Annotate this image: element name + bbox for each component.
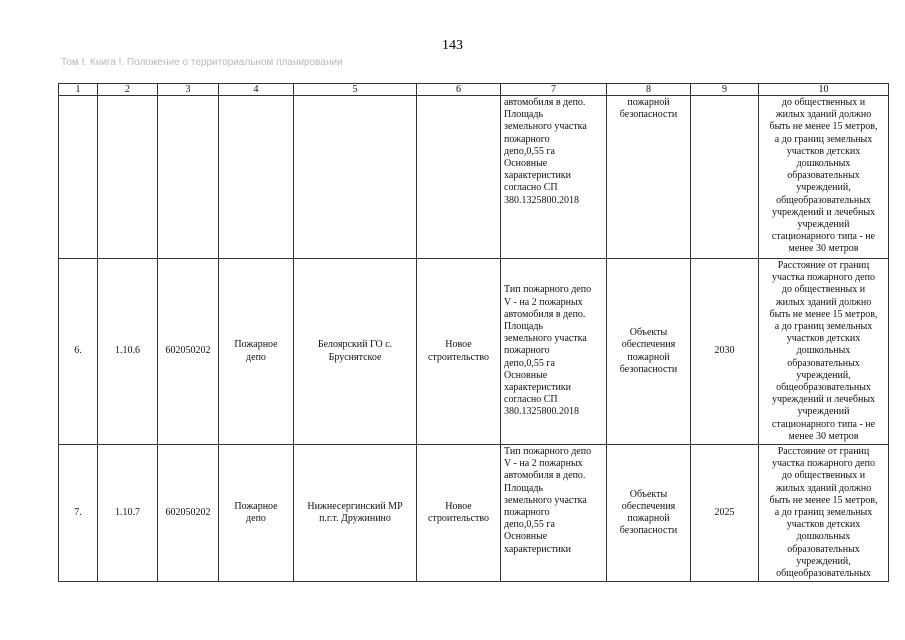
column-header: 9	[691, 84, 759, 96]
cell-location	[294, 96, 417, 259]
table-row	[59, 259, 889, 445]
cell-year	[691, 96, 759, 259]
cell-status	[417, 96, 501, 259]
column-header: 4	[219, 84, 294, 96]
cell-number	[59, 96, 98, 259]
cell-zone: до общественных и жилых зданий должно быть не менее 15 метров, а до границ земельных участков детских дошкольных образовательных учреждений, общеобразовательных учреждений и лечебных учреждений стационарного типа - не менее 30 метров	[759, 96, 889, 259]
cell-status: Новое строительство	[417, 445, 501, 582]
cell-oktmo: 602050202	[158, 445, 219, 582]
cell-location: Нижнесергинский МР п.г.т. Дружинино	[294, 445, 417, 582]
cell-oktmo	[158, 96, 219, 259]
header-row	[59, 84, 889, 96]
column-header: 1	[59, 84, 98, 96]
column-header: 8	[607, 84, 691, 96]
column-header: 6	[417, 84, 501, 96]
column-header: 2	[98, 84, 158, 96]
cell-zone: Расстояние от границ участка пожарного депо до общественных и жилых зданий должно быть не менее 15 метров, а до границ земельных участков детских дошкольных образовательных учреждений, общеобразовательных учреждений и лечебных учреждений стационарного типа - не менее 30 метров	[759, 259, 889, 445]
cell-zone: Расстояние от границ участка пожарного депо до общественных и жилых зданий должно быть не менее 15 метров, а до границ земельных участков детских дошкольных образовательных учреждений, общеобразовательных	[759, 445, 889, 582]
cell-purpose: Объекты обеспечения пожарной безопасности	[607, 259, 691, 445]
column-header: 10	[759, 84, 889, 96]
cell-oktmo: 602050202	[158, 259, 219, 445]
data-table	[58, 83, 889, 582]
cell-characteristics: Тип пожарного депо V - на 2 пожарных автомобиля в депо. Площадь земельного участка пожарного депо,0,55 га Основные характеристики	[501, 445, 607, 582]
cell-status: Новое строительство	[417, 259, 501, 445]
table-row	[59, 96, 889, 259]
cell-code: 1.10.6	[98, 259, 158, 445]
cell-characteristics: автомобиля в депо. Площадь земельного участка пожарного депо,0,55 га Основные характеристики согласно СП 380.1325800.2018	[501, 96, 607, 259]
page-number: 143	[442, 38, 463, 53]
cell-code: 1.10.7	[98, 445, 158, 582]
table-row	[59, 445, 889, 582]
cell-location: Белоярский ГО с. Бруснятское	[294, 259, 417, 445]
cell-year: 2030	[691, 259, 759, 445]
column-header: 5	[294, 84, 417, 96]
cell-code	[98, 96, 158, 259]
cell-number: 7.	[59, 445, 98, 582]
column-header: 3	[158, 84, 219, 96]
cell-purpose: пожарной безопасности	[607, 96, 691, 259]
cell-number: 6.	[59, 259, 98, 445]
cell-year: 2025	[691, 445, 759, 582]
cell-object-name: Пожарное депо	[219, 259, 294, 445]
running-header: Том I. Книга I. Положение о территориальном планировании	[61, 57, 343, 68]
cell-characteristics: Тип пожарного депо V - на 2 пожарных автомобиля в депо. Площадь земельного участка пожарного депо,0,55 га Основные характеристики согласно СП 380.1325800.2018	[501, 259, 607, 445]
column-header: 7	[501, 84, 607, 96]
cell-object-name	[219, 96, 294, 259]
cell-purpose: Объекты обеспечения пожарной безопасности	[607, 445, 691, 582]
cell-object-name: Пожарное депо	[219, 445, 294, 582]
